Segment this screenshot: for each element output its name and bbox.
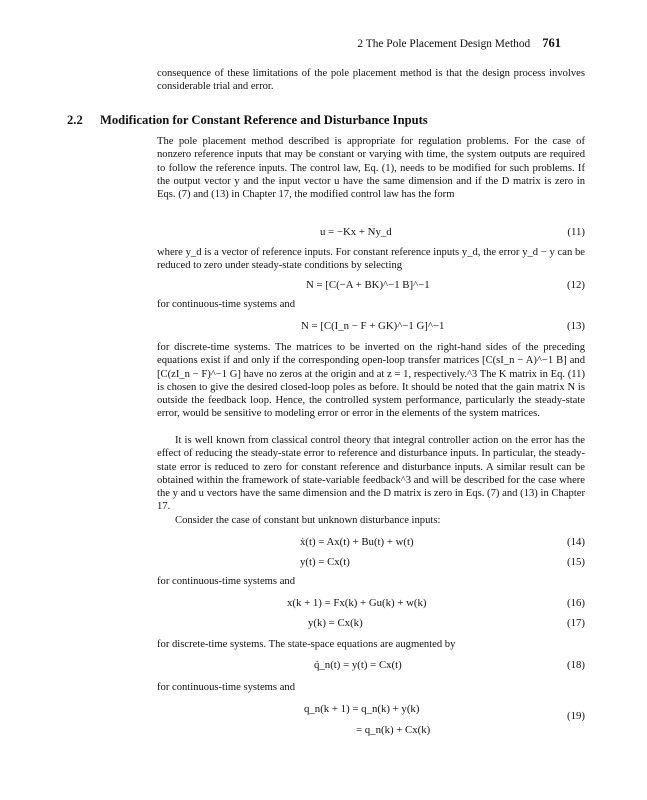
equation-number-14: (14) [567,536,585,548]
equation-12: N = [C(−A + BK)^−1 B]^−1 [306,279,430,291]
paragraph-5: It is well known from classical control theory that integral controller action on the error has the effect of reducing the steady-state error to reference and disturbance inputs. In particular, the steady-state error is reduced to zero for constant reference and disturbance inputs. A similar result can be obtained within the framework of state-variable feedback^3 and will be described for the case where the y and u vectors have the same dimension and the D matrix is zero in Eqs. (7) and (13) in Chapter 17. [157,435,585,513]
equation-number-11: (11) [567,226,585,238]
intro-paragraph: consequence of these limitations of the pole placement method is that the design process involves considerable trial and error. [157,68,585,93]
equation-number-13: (13) [567,320,585,332]
equation-number-12: (12) [567,279,585,291]
equation-13: N = [C(I_n − F + GK)^−1 G]^−1 [301,320,445,332]
equation-19a: q_n(k + 1) = q_n(k) + y(k) [304,703,420,715]
equation-11: u = −Kx + Ny_d [320,226,392,238]
equation-number-15: (15) [567,556,585,568]
paragraph-7: for continuous-time systems and [157,576,295,587]
paragraph-1: The pole placement method described is appropriate for regulation problems. For the case of nonzero reference inputs that may be constant or varying with time, the system outputs are required to follow the reference inputs. The control law, Eq. (1), needs to be modified for such problems. If the output vector y and the input vector u have the same dimension and if the D matrix is zero in Eqs. (7) and (13) in Chapter 17, the modified control law has the form [157,136,585,201]
paragraph-9: for continuous-time systems and [157,682,295,693]
paragraph-6: Consider the case of constant but unknown disturbance inputs: [175,515,441,526]
equation-number-19: (19) [567,710,585,722]
equation-17: y(k) = Cx(k) [308,617,363,629]
section-title: Modification for Constant Reference and Disturbance Inputs [100,113,428,127]
section-number: 2.2 [67,113,83,127]
equation-16: x(k + 1) = Fx(k) + Gu(k) + w(k) [287,597,427,609]
equation-number-16: (16) [567,597,585,609]
equation-14: ẋ(t) = Ax(t) + Bu(t) + w(t) [300,536,414,548]
equation-18: q̇_n(t) = y(t) = Cx(t) [314,659,402,671]
running-title: 2 The Pole Placement Design Method [357,38,531,50]
paragraph-4: for discrete-time systems. The matrices to be inverted on the right-hand sides of the preceding equations exist if and only if the corresponding open-loop transfer matrices [C(sI_n − A)^−1 B] and [C(zI_n − F)^−1 G] have no zeros at the origin and at z = 1, respectively.^3 The K matrix in Eq. (11) is chosen to give the desired closed-loop poles as before. It should be noted that the gain matrix N is outside the feedback loop. Hence, the controlled system performance, particularly the steady-state error, would be sensitive to modeling error or error in the elements of the system matrices. [157,342,585,420]
paragraph-3: for continuous-time systems and [157,299,295,310]
equation-number-18: (18) [567,659,585,671]
equation-19b: = q_n(k) + Cx(k) [356,724,431,736]
section-heading [67,113,428,128]
page-number: 761 [542,36,561,50]
equation-15: y(t) = Cx(t) [300,556,350,568]
paragraph-8: for discrete-time systems. The state-space equations are augmented by [157,639,456,650]
equation-number-17: (17) [567,617,585,629]
running-header [357,36,561,51]
paragraph-2: where y_d is a vector of reference inputs. For constant reference inputs y_d, the error y_d − y can be reduced to zero under steady-state conditions by selecting [157,247,585,272]
